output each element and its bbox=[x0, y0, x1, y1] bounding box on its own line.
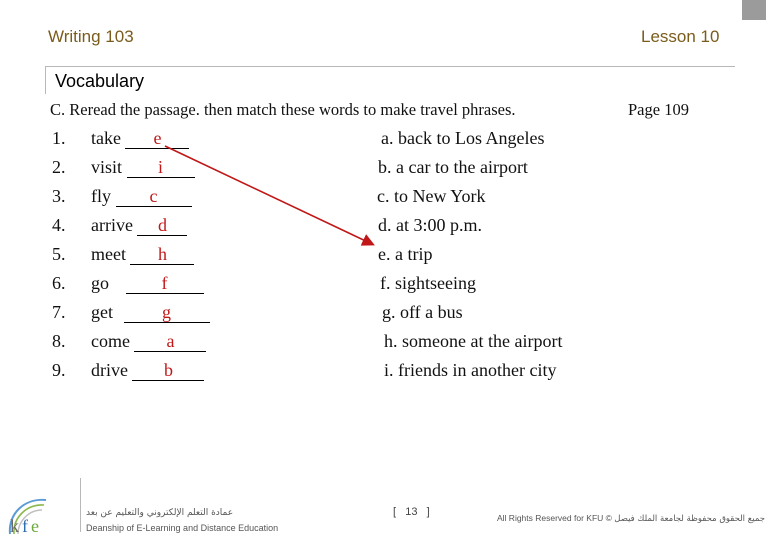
item-word: meet bbox=[91, 244, 126, 264]
phrase-h: h. someone at the airport bbox=[384, 331, 563, 351]
item-word: fly bbox=[91, 186, 111, 206]
answer-letter: e bbox=[153, 128, 162, 148]
phrase-g: g. off a bus bbox=[382, 302, 463, 322]
answer-letter: d bbox=[157, 215, 167, 235]
phrase-a: a. back to Los Angeles bbox=[381, 128, 545, 148]
footer-divider bbox=[80, 478, 81, 532]
phrase-i: i. friends in another city bbox=[384, 360, 557, 380]
item-number: 3. bbox=[52, 186, 66, 206]
kfu-logo bbox=[4, 494, 74, 543]
item-word: visit bbox=[91, 157, 123, 177]
answer-letter: c bbox=[149, 186, 158, 206]
phrase-d: d. at 3:00 p.m. bbox=[378, 215, 482, 235]
item-number: 2. bbox=[52, 157, 66, 177]
answer-letter: g bbox=[162, 302, 171, 322]
item-number: 4. bbox=[52, 215, 66, 235]
page-reference: Page 109 bbox=[628, 100, 689, 119]
item-word: go bbox=[91, 273, 109, 293]
course-title: Writing 103 bbox=[48, 27, 134, 46]
item-word: arrive bbox=[91, 215, 133, 235]
copyright-arabic: جميع الحقوق محفوظة لجامعة الملك فيصل bbox=[614, 514, 765, 524]
item-number: 7. bbox=[52, 302, 66, 322]
answer-letter: f bbox=[161, 273, 168, 293]
page-number-value: 13 bbox=[405, 506, 418, 518]
answer-letter: i bbox=[158, 157, 164, 177]
page-number: [ 13 ] bbox=[393, 506, 430, 518]
item-number: 1. bbox=[52, 128, 66, 148]
item-word: get bbox=[91, 302, 113, 322]
phrase-c: c. to New York bbox=[377, 186, 486, 206]
answer-letter: h bbox=[157, 244, 167, 264]
svg-text:k: k bbox=[10, 516, 19, 536]
item-word: come bbox=[91, 331, 130, 351]
svg-text:e: e bbox=[31, 516, 39, 536]
item-word: take bbox=[91, 128, 121, 148]
deanship-arabic: عمادة التعلم الإلكتروني والتعليم عن بعد bbox=[86, 508, 234, 518]
item-number: 9. bbox=[52, 360, 66, 380]
svg-text:f: f bbox=[22, 516, 28, 536]
answer-letter: a bbox=[166, 331, 175, 351]
section-title: Vocabulary bbox=[55, 71, 145, 91]
item-word: drive bbox=[91, 360, 128, 380]
lesson-title: Lesson 10 bbox=[641, 27, 720, 46]
item-number: 8. bbox=[52, 331, 66, 351]
item-number: 5. bbox=[52, 244, 66, 264]
phrase-b: b. a car to the airport bbox=[378, 157, 528, 177]
copyright bbox=[497, 513, 765, 524]
deanship-english: Deanship of E-Learning and Distance Education bbox=[86, 523, 279, 533]
copyright-english: All Rights Reserved for KFU © bbox=[497, 513, 612, 523]
instruction-text: C. Reread the passage. then match these words to make travel phrases. bbox=[50, 100, 516, 119]
item-number: 6. bbox=[52, 273, 66, 293]
phrase-e: e. a trip bbox=[378, 244, 433, 264]
phrase-f: f. sightseeing bbox=[380, 273, 476, 293]
answer-letter: b bbox=[163, 360, 173, 380]
